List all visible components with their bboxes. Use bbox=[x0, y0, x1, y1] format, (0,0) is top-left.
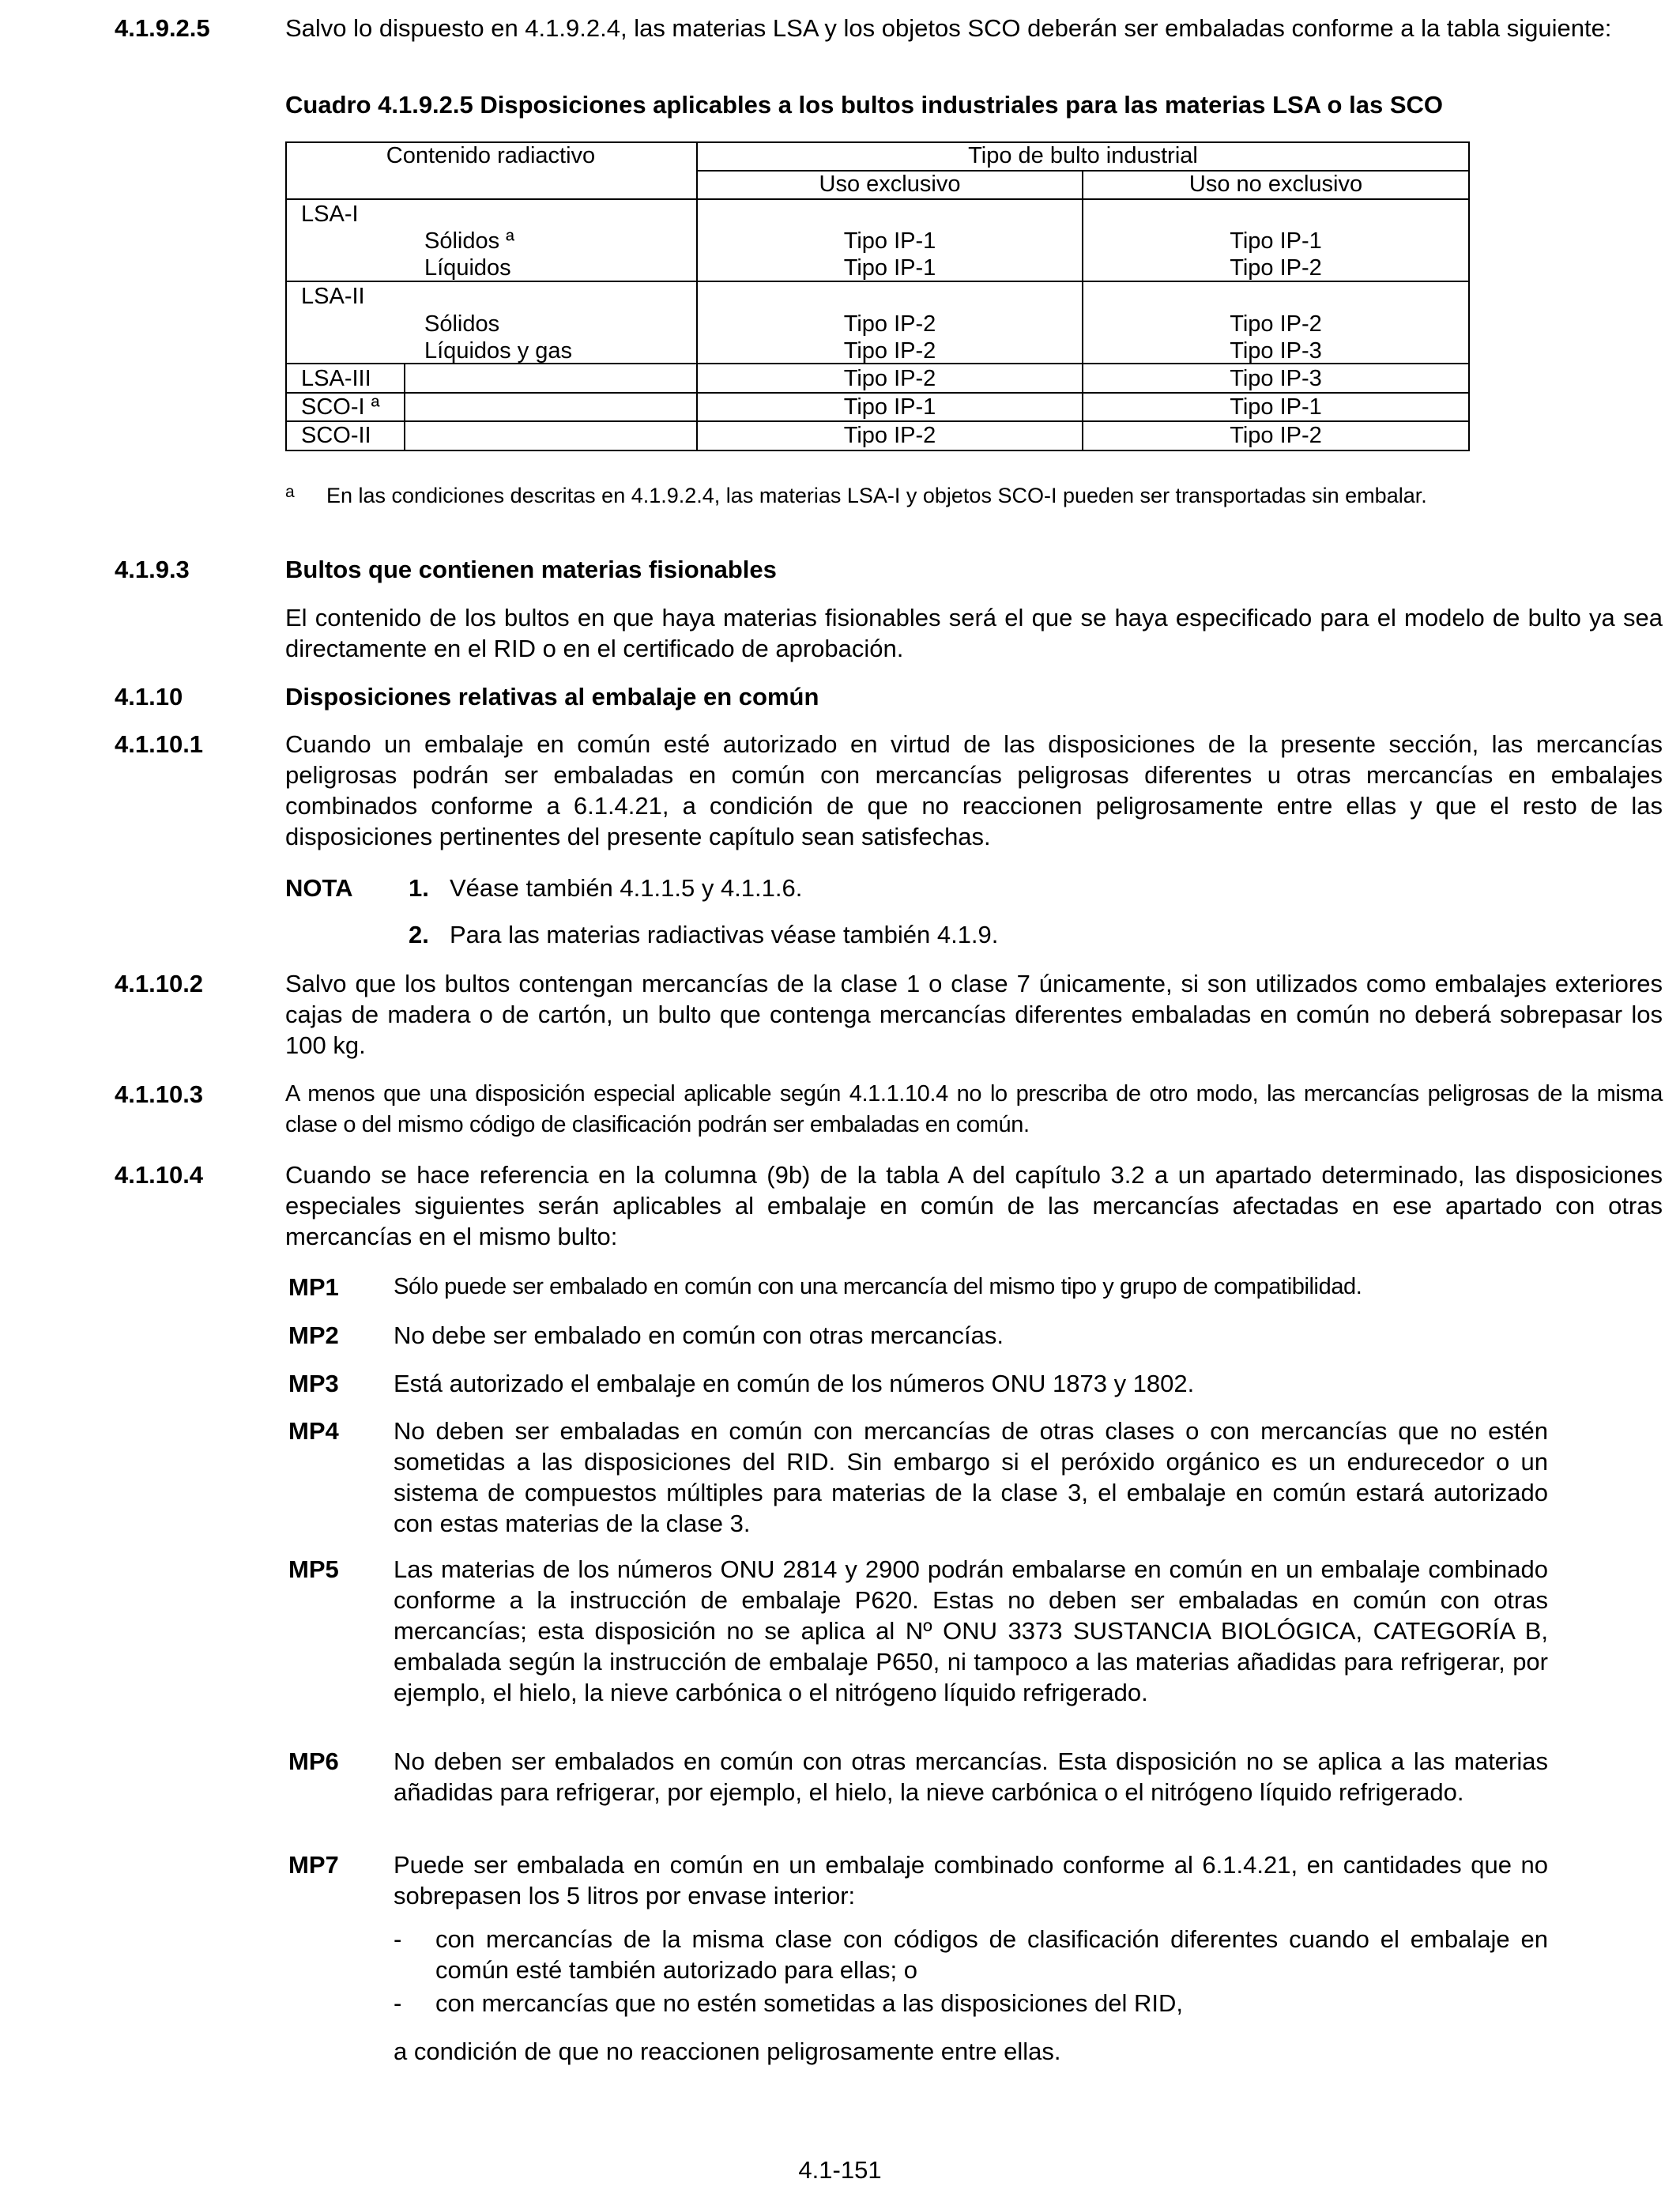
header-tipo-bulto: Tipo de bulto industrial bbox=[968, 143, 1198, 168]
mp6-code: MP6 bbox=[288, 1747, 339, 1775]
row-label-sco2: SCO-II bbox=[301, 423, 371, 448]
mp6-text: No deben ser embalados en común con otras mercancías. Esta disposición no se aplica a las materias añadidas para refrigerar, por ejemplo, el hielo, la nieve carbónica o el nitrógeno líquido refrigerado. bbox=[394, 1747, 1548, 1806]
cell-sco2-ex: Tipo IP-2 bbox=[843, 423, 936, 448]
mp7-item-1: con mercancías de la misma clase con códigos de clasificación diferentes cuando el embalaje en común esté también autorizado para ellas; o bbox=[435, 1925, 1548, 1984]
cell-lsa1-liquidos-noex: Tipo IP-2 bbox=[1230, 255, 1322, 281]
section-number: 4.1.10 bbox=[115, 683, 183, 711]
section-number: 4.1.10.2 bbox=[115, 970, 204, 997]
cell-lsa2-liq-noex: Tipo IP-3 bbox=[1230, 338, 1322, 364]
section-number: 4.1.10.4 bbox=[115, 1161, 204, 1189]
section-text: Cuando se hace referencia en la columna (9b) de la tabla A del capítulo 3.2 a un apartado determinado, las disposiciones especiales siguientes serán aplicables al embalaje en común de las mercancías afectadas en ese apartado con otras mercancías en el mismo bulto: bbox=[285, 1161, 1663, 1250]
section-number: 4.1.9.3 bbox=[115, 556, 190, 583]
header-contenido: Contenido radiactivo bbox=[386, 143, 596, 168]
footnote-mark: a bbox=[285, 483, 295, 501]
cell-sco1-ex: Tipo IP-1 bbox=[843, 394, 936, 420]
row-label-sco1: SCO-I ª bbox=[301, 394, 380, 420]
cell-sco1-noex: Tipo IP-1 bbox=[1230, 394, 1322, 420]
nota-number-1: 1. bbox=[409, 874, 429, 902]
section-text: A menos que una disposición especial aplicable según 4.1.1.10.4 no lo prescriba de otro modo, las mercancías peligrosas de la misma clase o del mismo código de clasificación podrán ser embaladas en común. bbox=[285, 1081, 1663, 1137]
packaging-table bbox=[285, 141, 1470, 451]
cell-lsa1-liquidos-ex: Tipo IP-1 bbox=[843, 255, 936, 281]
mp3-code: MP3 bbox=[288, 1370, 339, 1397]
mp7-dash-1: - bbox=[394, 1925, 402, 1953]
cell-lsa1-solidos-ex: Tipo IP-1 bbox=[843, 228, 936, 254]
mp3-text: Está autorizado el embalaje en común de los números ONU 1873 y 1802. bbox=[394, 1370, 1195, 1397]
cell-lsa3-noex: Tipo IP-3 bbox=[1230, 366, 1322, 391]
mp1-text: Sólo puede ser embalado en común con una mercancía del mismo tipo y grupo de compatibilidad. bbox=[394, 1274, 1362, 1299]
mp4-text: No deben ser embaladas en común con mercancías de otras clases o con mercancías que no estén sometidas a las disposiciones del RID. Sin embargo si el peróxido orgánico es un endurecedor o un sistema de compuestos múltiples para materias de la clase 3, el embalaje en común estará autorizado con estas materias de la clase 3. bbox=[394, 1417, 1548, 1537]
mp7-tail: a condición de que no reaccionen peligrosamente entre ellas. bbox=[394, 2038, 1061, 2065]
mp5-code: MP5 bbox=[288, 1555, 339, 1583]
cell-lsa2-solidos: Sólidos bbox=[424, 311, 500, 337]
nota-number-2: 2. bbox=[409, 921, 429, 948]
row-label-lsa3: LSA-III bbox=[301, 366, 371, 391]
footnote-text: En las condiciones descritas en 4.1.9.2.4, las materias LSA-I y objetos SCO-I pueden ser transportadas sin embalar. bbox=[326, 484, 1427, 507]
cell-lsa1-liquidos: Líquidos bbox=[424, 255, 511, 281]
cell-lsa2-liq-ex: Tipo IP-2 bbox=[843, 338, 936, 364]
mp5-text: Las materias de los números ONU 2814 y 2900 podrán embalarse en común en un embalaje combinado conforme a la instrucción de embalaje P620. Estas no deben ser embaladas en común con otras mercancías; esta disposición no se aplica al Nº ONU 3373 SUSTANCIA BIOLÓGICA, CATEGORÍA B, embalada según la instrucción de embalaje P650, ni tampoco a las materias añadidas para refrigerar, por ejemplo, el hielo, la nieve carbónica o el nitrógeno líquido refrigerado. bbox=[394, 1555, 1548, 1706]
section-text: El contenido de los bultos en que haya materias fisionables será el que se haya especificado para el modelo de bulto ya sea directamente en el RID o en el certificado de aprobación. bbox=[285, 604, 1663, 662]
header-uso-exclusivo: Uso exclusivo bbox=[819, 172, 961, 197]
nota-text-1: Véase también 4.1.1.5 y 4.1.1.6. bbox=[450, 874, 803, 902]
section-number: 4.1.10.1 bbox=[115, 730, 204, 758]
section-text: Salvo lo dispuesto en 4.1.9.2.4, las materias LSA y los objetos SCO deberán ser embaladas conforme a la tabla siguiente: bbox=[285, 14, 1612, 42]
mp4-code: MP4 bbox=[288, 1417, 339, 1445]
mp7-dash-2: - bbox=[394, 1989, 402, 2017]
section-title: Disposiciones relativas al embalaje en común bbox=[285, 683, 819, 711]
cell-sco2-noex: Tipo IP-2 bbox=[1230, 423, 1322, 448]
row-label-lsa2: LSA-II bbox=[301, 284, 365, 309]
mp7-item-2: con mercancías que no estén sometidas a las disposiciones del RID, bbox=[435, 1989, 1183, 2017]
section-title: Bultos que contienen materias fisionables bbox=[285, 556, 777, 583]
mp2-text: No debe ser embalado en común con otras mercancías. bbox=[394, 1321, 1004, 1349]
mp2-code: MP2 bbox=[288, 1321, 339, 1349]
mp1-code: MP1 bbox=[288, 1273, 339, 1301]
section-number: 4.1.10.3 bbox=[115, 1080, 204, 1108]
nota-label: NOTA bbox=[285, 874, 353, 902]
cell-lsa2-solidos-noex: Tipo IP-2 bbox=[1230, 311, 1322, 337]
cell-lsa3-ex: Tipo IP-2 bbox=[843, 366, 936, 391]
cell-lsa2-solidos-ex: Tipo IP-2 bbox=[843, 311, 936, 337]
page-number: 4.1-151 bbox=[798, 2156, 882, 2184]
section-number: 4.1.9.2.5 bbox=[115, 14, 210, 42]
header-uso-no-exclusivo: Uso no exclusivo bbox=[1188, 172, 1363, 197]
cell-lsa1-solidos-noex: Tipo IP-1 bbox=[1230, 228, 1322, 254]
table-caption: Cuadro 4.1.9.2.5 Disposiciones aplicables a los bultos industriales para las materias LSA o las SCO bbox=[285, 91, 1443, 119]
nota-text-2: Para las materias radiactivas véase también 4.1.9. bbox=[450, 921, 999, 948]
mp7-code: MP7 bbox=[288, 1851, 339, 1879]
section-text: Salvo que los bultos contengan mercancías de la clase 1 o clase 7 únicamente, si son utilizados como embalajes exteriores cajas de madera o de cartón, un bulto que contenga mercancías diferentes embaladas en común no deberá sobrepasar los 100 kg. bbox=[285, 970, 1663, 1059]
cell-lsa1-solidos: Sólidos ª bbox=[424, 228, 514, 254]
mp7-text: Puede ser embalada en común en un embalaje combinado conforme al 6.1.4.21, en cantidades que no sobrepasen los 5 litros por envase interior: bbox=[394, 1851, 1548, 1909]
section-text: Cuando un embalaje en común esté autorizado en virtud de las disposiciones de la presente sección, las mercancías peligrosas podrán ser embaladas en común con mercancías peligrosas diferentes u otras mercancías en embalajes combinados conforme a 6.1.4.21, a condición de que no reaccionen peligrosamente entre ellas y que el resto de las disposiciones pertinentes del presente capítulo sean satisfechas. bbox=[285, 730, 1663, 850]
row-label-lsa1: LSA-I bbox=[301, 202, 359, 227]
cell-lsa2-liquidos-gas: Líquidos y gas bbox=[424, 338, 573, 364]
